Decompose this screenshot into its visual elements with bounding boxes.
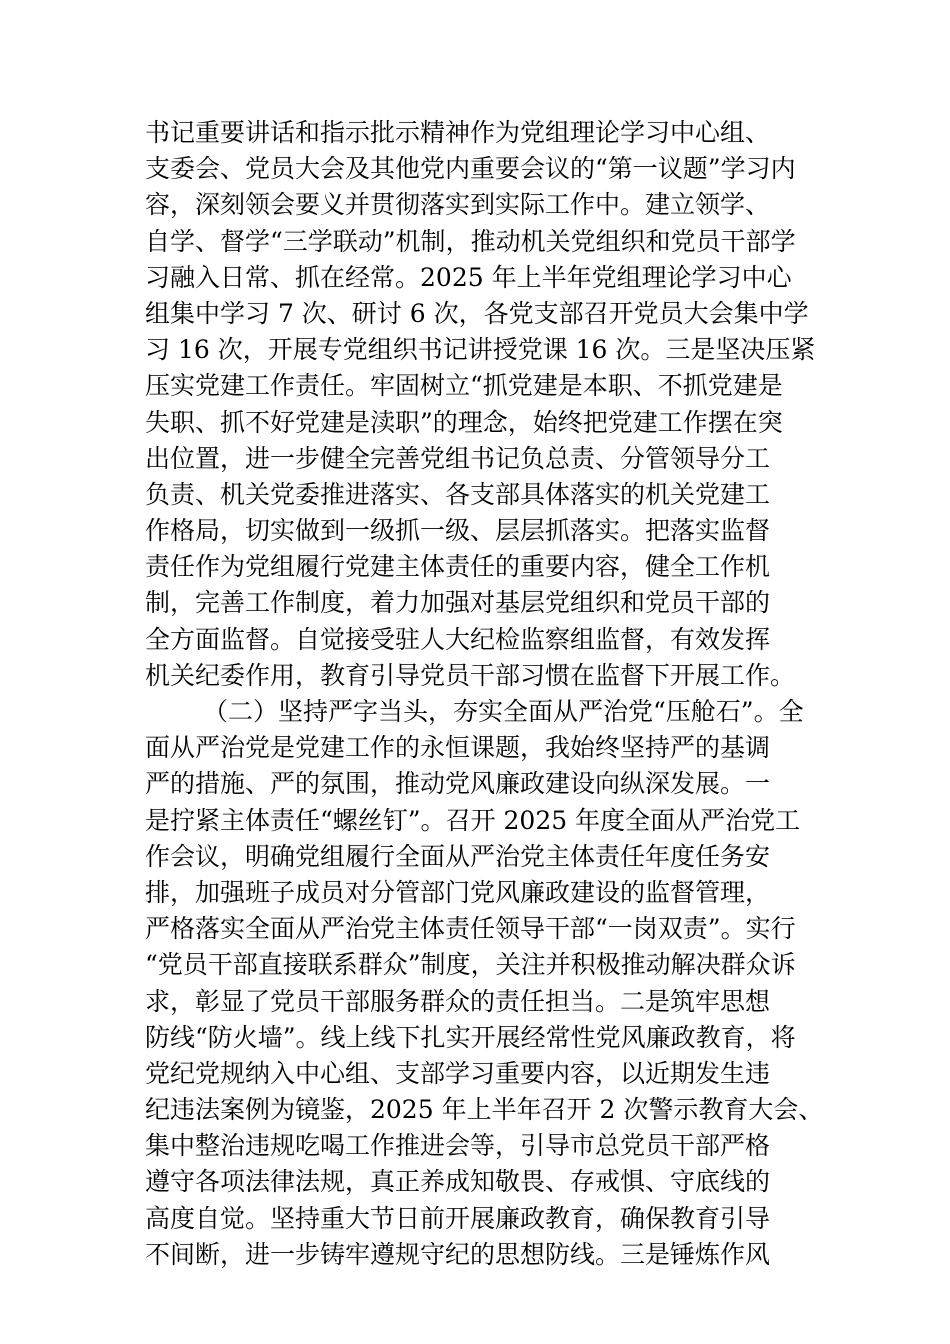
text-line: 支委会、党员大会及其他党内重要会议的“第一议题”学习内 <box>145 154 796 184</box>
text-line: 制，完善工作制度，着力加强对基层党组织和党员干部的 <box>145 588 771 618</box>
text-line: 高度自觉。坚持重大节日前开展廉政教育，确保教育引导 <box>145 1203 771 1233</box>
text-line: 集中整治违规吃喝工作推进会等，引导市总党员干部严格 <box>145 1131 771 1161</box>
text-line: 习融入日常、抓在经常。2025 年上半年党组理论学习中心 <box>145 262 792 292</box>
text-line: “党员干部直接联系群众”制度，关注并积极推动解决群众诉 <box>145 950 796 980</box>
text-line: 纪违法案例为镜鉴，2025 年上半年召开 2 次警示教育大会、 <box>145 1095 824 1125</box>
text-line: 作会议，明确党组履行全面从严治党主体责任年度任务安 <box>145 841 771 871</box>
text-line: 遵守各项法律法规，真正养成知敬畏、存戒惧、守底线的 <box>145 1167 771 1197</box>
text-line: 防线“防火墙”。线上线下扎实开展经常性党风廉政教育，将 <box>145 1022 796 1052</box>
text-line: 自学、督学“三学联动”机制，推动机关党组织和党员干部学 <box>145 226 796 256</box>
text-line: 排，加强班子成员对分管部门党风廉政建设的监督管理， <box>145 877 771 907</box>
text-line: 书记重要讲话和指示批示精神作为党组理论学习中心组、 <box>145 118 771 147</box>
text-line: 习 16 次，开展专党组织书记讲授党课 16 次。三是坚决压紧 <box>145 335 816 365</box>
text-line: 机关纪委作用，教育引导党员干部习惯在监督下开展工作。 <box>145 660 796 690</box>
text-line: 严格落实全面从严治党主体责任领导干部“一岗双责”。实行 <box>145 914 796 944</box>
text-line: 严的措施、严的氛围，推动党风廉政建设向纵深发展。一 <box>145 769 771 799</box>
text-line: 面从严治党是党建工作的永恒课题，我始终坚持严的基调 <box>145 733 771 763</box>
text-line: 容，深刻领会要义并贯彻落实到实际工作中。建立领学、 <box>145 190 771 220</box>
text-line: 求，彰显了党员干部服务群众的责任担当。二是筑牢思想 <box>145 986 771 1016</box>
text-line: 负责、机关党委推进落实、各支部具体落实的机关党建工 <box>145 479 771 509</box>
text-line: 不间断，进一步铸牢遵规守纪的思想防线。三是锤炼作风 <box>145 1239 771 1269</box>
text-line: 作格局，切实做到一级抓一级、层层抓落实。把落实监督 <box>145 516 771 546</box>
section-heading-line: （二）坚持严字当头，夯实全面从严治党“压舱石”。全 <box>203 697 804 726</box>
text-line: 党纪党规纳入中心组、支部学习重要内容，以近期发生违 <box>145 1058 771 1088</box>
text-line: 出位置，进一步健全完善党组书记负总责、分管领导分工 <box>145 443 771 473</box>
text-line: 是拧紧主体责任“螺丝钉”。召开 2025 年度全面从严治党工 <box>145 805 801 835</box>
text-line: 失职、抓不好党建是渎职”的理念，始终把党建工作摆在突 <box>145 407 783 437</box>
text-line: 压实党建工作责任。牢固树立“抓党建是本职、不抓党建是 <box>145 371 783 401</box>
text-line: 全方面监督。自觉接受驻人大纪检监察组监督，有效发挥 <box>145 624 771 654</box>
body-text <box>145 115 825 1273</box>
text-line: 组集中学习 7 次、研讨 6 次，各党支部召开党员大会集中学 <box>145 298 809 328</box>
text-line: 责任作为党组履行党建主体责任的重要内容，健全工作机 <box>145 552 771 582</box>
